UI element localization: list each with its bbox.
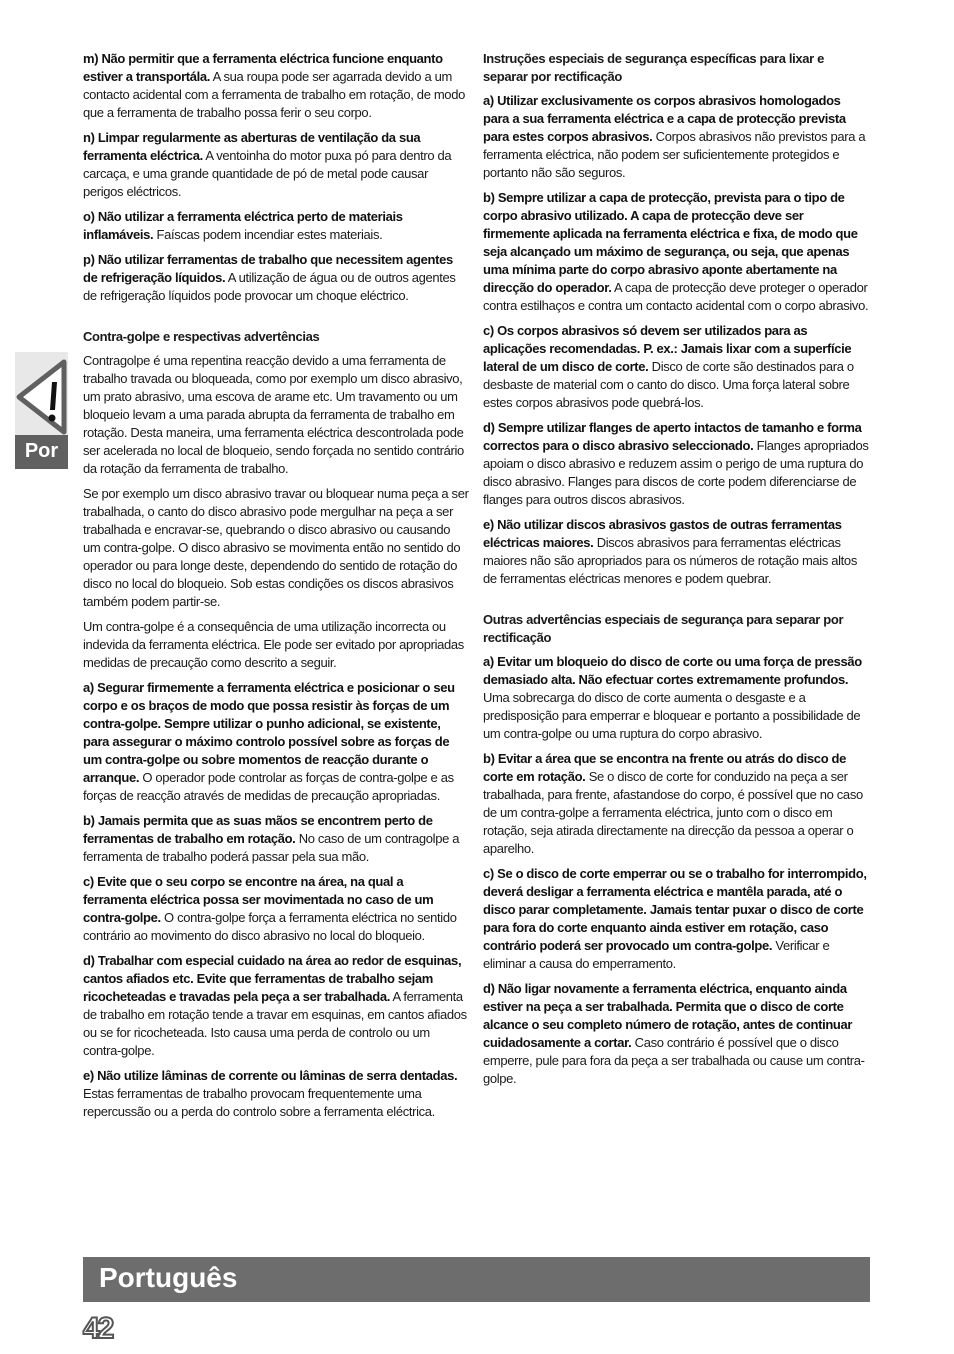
- kickback-item-title: e) Não utilize lâminas de corrente ou lâminas de serra dentadas.: [83, 1068, 458, 1083]
- cutting-item-title: c) Se o disco de corte emperrar ou se o trabalho for interrompido, deverá desligar a ferramenta eléctrica e mantêla parada, até o disco parar completamente. Jamais tentar puxar o disco de corte para fora do corte enquanto ainda estiver em rotação, caso contrário poderá ser provocado um contra-golpe.: [483, 866, 867, 953]
- cutting-heading: Outras advertências especiais de segurança para separar por rectificação: [483, 612, 844, 645]
- safety-item: [83, 129, 469, 201]
- left-column: [83, 50, 469, 1128]
- kickback-item: [83, 1067, 469, 1121]
- kickback-item-text: A ferramenta de trabalho em rotação tende a travar em esquinas, em cantos afiados ou se for ricocheteada. Isto causa uma perda de controlo ou um contra-golpe.: [83, 989, 467, 1058]
- cutting-item: [483, 653, 869, 743]
- kickback-item: [83, 952, 469, 1060]
- cutting-item-title: a) Evitar um bloqueio do disco de corte ou uma força de pressão demasiado alta. Não efectuar cortes extremamente profundos.: [483, 654, 862, 687]
- kickback-paragraph: Contragolpe é uma repentina reacção devido a uma ferramenta de trabalho travada ou bloqueada, como por exemplo um disco abrasivo, um prato abrasivo, uma escova de arame etc. Um travamento ou um bloqueio levam a uma parada abrupta da ferramenta de trabalho em rotação. Desta maneira, uma ferramenta eléctrica descontrolada pode ser acelerada no local de bloqueio, sendo forçada no sentido contrário da rotação da ferramenta de trabalho.: [83, 353, 464, 476]
- footer-title: Português: [99, 1262, 238, 1293]
- kickback-item: [83, 873, 469, 945]
- grinding-item-title: b) Sempre utilizar a capa de protecção, prevista para o tipo de corpo abrasivo utilizado. A capa de protecção deve ser firmemente aplicada na ferramenta eléctrica e fixa, de modo que seja alcançado um máximo de segurança, ou seja, que apenas uma mínima parte do corpo abrasivo aponte abertamente na direcção do operador.: [483, 190, 858, 295]
- safety-item-title: p) Não utilizar ferramentas de trabalho que necessitem agentes de refrigeração líquidos.: [83, 252, 453, 285]
- grinding-item-title: d) Sempre utilizar flanges de aperto intactos de tamanho e forma correctos para o disco abrasivo seleccionado.: [483, 420, 862, 453]
- grinding-item: [483, 189, 869, 315]
- grinding-item-text: Disco de corte são destinados para o desbaste de material com o canto do disco. Uma força lateral sobre estes corpos abrasivos pode quebrá-los.: [483, 359, 854, 410]
- cutting-item-title: b) Evitar a área que se encontra na frente ou atrás do disco de corte em rotação.: [483, 751, 847, 784]
- safety-item: [83, 50, 469, 122]
- cutting-item-text: Verificar e eliminar a causa do emperramento.: [483, 938, 830, 971]
- grinding-item: [483, 92, 869, 182]
- kickback-item: [83, 812, 469, 866]
- page-number: 42: [83, 1312, 113, 1345]
- right-column: [483, 50, 869, 1095]
- safety-item: [83, 251, 469, 305]
- cutting-item-text: Se o disco de corte for conduzido na peça a ser trabalhada, para frente, afastandose do corpo, é possível que no caso de um contra-golpe a ferramenta eléctrica, junto com o disco em rotação, seja atirada directamente na direcção da pessoa a operar o aparelho.: [483, 769, 863, 856]
- kickback-item-title: d) Trabalhar com especial cuidado na área ao redor de esquinas, cantos afiados etc. Evite que ferramentas de trabalho sejam ricocheteadas e travadas pela peça a ser trabalhada.: [83, 953, 462, 1004]
- cutting-item-text: Caso contrário é possível que o disco emperre, pule para fora da peça a ser trabalhada ou cause um contra-golpe.: [483, 1035, 865, 1086]
- kickback-heading: Contra-golpe e respectivas advertências: [83, 329, 320, 344]
- grinding-item-title: e) Não utilizar discos abrasivos gastos de outras ferramentas eléctricas maiores.: [483, 517, 842, 550]
- safety-item-text: A sua roupa pode ser agarrada devido a um contacto acidental com a ferramenta de trabalho em rotação, de modo que a ferramenta de trabalho possa ferir o seu corpo.: [83, 69, 465, 120]
- cutting-item: [483, 750, 869, 858]
- cutting-item: [483, 980, 869, 1088]
- grinding-item-title: c) Os corpos abrasivos só devem ser utilizados para as aplicações recomendadas. P. ex.: Jamais lixar com a superfície lateral de um disco de corte.: [483, 323, 852, 374]
- safety-item-text: A ventoinha do motor puxa pó para dentro da carcaça, e uma grande quantidade de pó de metal pode causar perigos eléctricos.: [83, 148, 452, 199]
- kickback-item-text: O contra-golpe força a ferramenta eléctrica no sentido contrário ao movimento do disco abrasivo no local do bloqueio.: [83, 910, 457, 943]
- kickback-item-title: b) Jamais permita que as suas mãos se encontrem perto de ferramentas de trabalho em rotação.: [83, 813, 433, 846]
- grinding-heading: Instruções especiais de segurança específicas para lixar e separar por rectificação: [483, 51, 825, 84]
- safety-item-title: n) Limpar regularmente as aberturas de ventilação da sua ferramenta eléctrica.: [83, 130, 421, 163]
- cutting-item: [483, 865, 869, 973]
- grinding-item-text: Flanges apropriados apoiam o disco abrasivo e reduzem assim o perigo de uma ruptura do disco abrasivo. Flanges para discos de corte podem diferenciarse de flanges para outros discos abrasivos.: [483, 438, 869, 507]
- safety-item-title: o) Não utilizar a ferramenta eléctrica perto de materiais inflamáveis.: [83, 209, 403, 242]
- language-tab-label: Por: [24, 440, 59, 462]
- kickback-item-title: a) Segurar firmemente a ferramenta eléctrica e posicionar o seu corpo e os braços de modo que possa resistir às forças de um contra-golpe. Sempre utilizar o punho adicional, se existente, para assegurar o máximo controlo possível sobre as forças de um contra-golpe ou sobre momentos de reacção durante o arranque.: [83, 680, 455, 785]
- safety-item-title: m) Não permitir que a ferramenta eléctrica funcione enquanto estiver a transportála.: [83, 51, 443, 84]
- kickback-item-text: Estas ferramentas de trabalho provocam frequentemente uma repercussão ou a perda do controlo sobre a ferramenta eléctrica.: [83, 1086, 435, 1119]
- grinding-item: [483, 322, 869, 412]
- kickback-item-title: c) Evite que o seu corpo se encontre na área, na qual a ferramenta eléctrica possa ser movimentada no caso de um contra-golpe.: [83, 874, 434, 925]
- grinding-item: [483, 419, 869, 509]
- warning-icon: [15, 352, 68, 435]
- kickback-item-text: No caso de um contragolpe a ferramenta de trabalho poderá passar pela sua mão.: [83, 831, 460, 864]
- grinding-item-text: A capa de protecção deve proteger o operador contra estilhaços e contra um contacto acidental com o corpo abrasivo.: [483, 280, 869, 313]
- kickback-item-text: O operador pode controlar as forças de contra-golpe e as forças de reacção através de medidas de precaução apropriadas.: [83, 770, 454, 803]
- kickback-paragraph: Se por exemplo um disco abrasivo travar ou bloquear numa peça a ser trabalhada, o canto do disco abrasivo pode mergulhar na peça a ser trabalhada e encravar-se, quebrando o disco abrasivo ou causando um contra-golpe. O disco abrasivo se movimenta então no sentido do operador ou para longe deste, dependendo do sentido de rotação do disco no local do bloqueio. Sob estas condições os discos abrasivos também podem partir-se.: [83, 486, 469, 609]
- safety-item-text: A utilização de água ou de outros agentes de refrigeração líquidos pode provocar um choque eléctrico.: [83, 270, 456, 303]
- language-tab: [15, 352, 68, 469]
- grinding-item-title: a) Utilizar exclusivamente os corpos abrasivos homologados para a sua ferramenta eléctrica e a capa de protecção prevista para estes corpos abrasivos.: [483, 93, 846, 144]
- safety-item-text: Faíscas podem incendiar estes materiais.: [153, 227, 383, 242]
- cutting-item-title: d) Não ligar novamente a ferramenta eléctrica, enquanto ainda estiver na peça a ser trabalhada. Permita que o disco de corte alcance o seu completo número de rotação, antes de continuar cuidadosamente a cortar.: [483, 981, 853, 1050]
- grinding-item: [483, 516, 869, 588]
- grinding-item-text: Corpos abrasivos não previstos para a ferramenta eléctrica, não podem ser suficientemente protegidos e portanto não são seguros.: [483, 129, 866, 180]
- kickback-paragraph: Um contra-golpe é a consequência de uma utilização incorrecta ou indevida da ferramenta eléctrica. Ele pode ser evitado por apropriadas medidas de precaução como descrito a seguir.: [83, 619, 464, 670]
- kickback-item: [83, 679, 469, 805]
- grinding-item-text: Discos abrasivos para ferramentas eléctricas maiores não são apropriados para os números de rotação mais altos de ferramentas eléctricas menores e podem quebrar.: [483, 535, 857, 586]
- safety-item: [83, 208, 469, 244]
- footer-banner: [83, 1257, 870, 1302]
- cutting-item-text: Uma sobrecarga do disco de corte aumenta o desgaste e a predisposição para emperrar e bloquear e portanto a possibilidade de um contra-golpe ou uma ruptura do corpo abrasivo.: [483, 690, 861, 741]
